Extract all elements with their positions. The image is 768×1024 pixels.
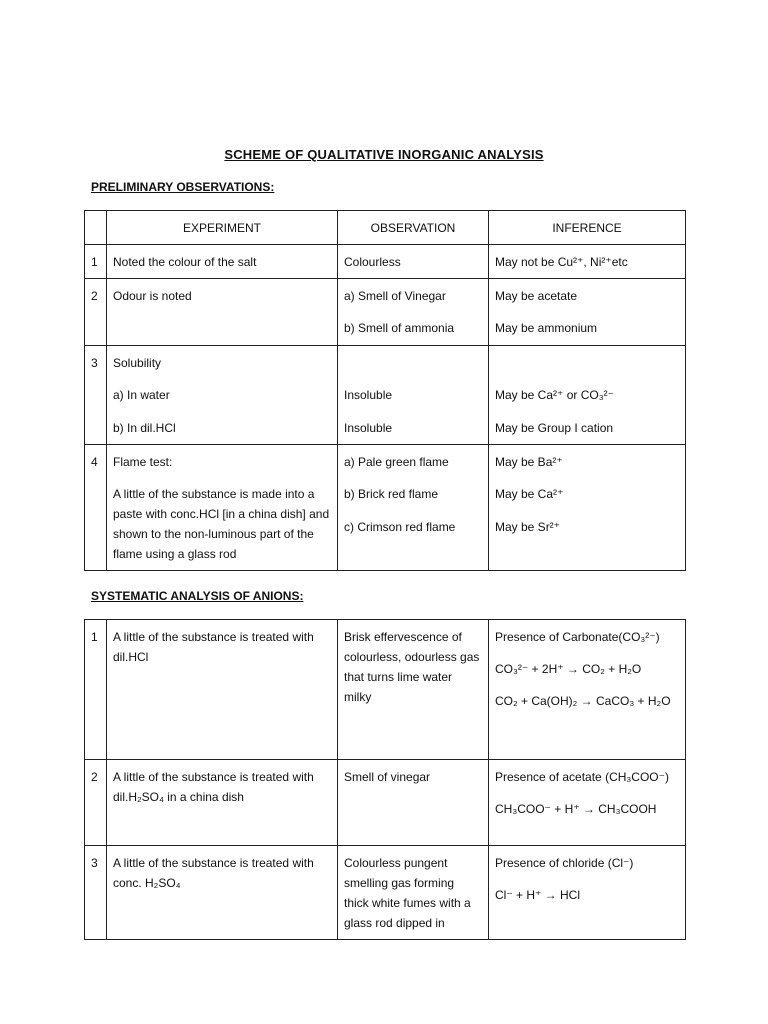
experiment-cell: Odour is noted xyxy=(107,279,338,346)
row-number: 3 xyxy=(85,346,107,445)
experiment-cell: Solubility a) In water b) In dil.HCl xyxy=(107,346,338,445)
inference-cell: May be Ca²⁺ or CO₃²⁻ May be Group I cation xyxy=(489,346,686,445)
experiment-cell: Flame test: A little of the substance is made into a paste with conc.HCl [in a china dish] and shown to the non-luminous part of the flame using a glass rod xyxy=(107,445,338,571)
row-number: 1 xyxy=(85,620,107,760)
experiment-cell: A little of the substance is treated with conc. H₂SO₄ xyxy=(107,846,338,940)
experiment-cell: A little of the substance is treated with dil.H₂SO₄ in a china dish xyxy=(107,760,338,846)
table-row xyxy=(85,245,686,279)
row-number: 2 xyxy=(85,760,107,846)
observation-cell: Insoluble Insoluble xyxy=(338,346,489,445)
row-number: 3 xyxy=(85,846,107,940)
observation-cell: Colourless pungent smelling gas forming thick white fumes with a glass rod dipped in xyxy=(338,846,489,940)
row-number: 1 xyxy=(85,245,107,279)
table-row xyxy=(85,346,686,445)
inference-cell: Presence of chloride (Cl⁻) Cl⁻ + H⁺ → HCl xyxy=(489,846,686,940)
header-inference: INFERENCE xyxy=(489,211,686,245)
table-row xyxy=(85,760,686,846)
observation-cell: Brisk effervescence of colourless, odourless gas that turns lime water milky xyxy=(338,620,489,760)
anions-table xyxy=(84,619,686,940)
inference-cell: May not be Cu²⁺, Ni²⁺etc xyxy=(489,245,686,279)
observation-cell: a) Pale green flame b) Brick red flame c) Crimson red flame xyxy=(338,445,489,571)
experiment-cell: Noted the colour of the salt xyxy=(107,245,338,279)
experiment-cell: A little of the substance is treated with dil.HCl xyxy=(107,620,338,760)
anions-heading: SYSTEMATIC ANALYSIS OF ANIONS: xyxy=(91,589,304,603)
preliminary-heading: PRELIMINARY OBSERVATIONS: xyxy=(91,180,275,194)
inference-cell: Presence of acetate (CH₃COO⁻) CH₃COO⁻ + H⁺ → CH₃COOH xyxy=(489,760,686,846)
table-header-row xyxy=(85,211,686,245)
preliminary-table xyxy=(84,210,686,571)
row-number: 2 xyxy=(85,279,107,346)
inference-cell: Presence of Carbonate(CO₃²⁻) CO₃²⁻ + 2H⁺ → CO₂ + H₂O CO₂ + Ca(OH)₂ → CaCO₃ + H₂O xyxy=(489,620,686,760)
inference-cell: May be acetate May be ammonium xyxy=(489,279,686,346)
inference-cell: May be Ba²⁺ May be Ca²⁺ May be Sr²⁺ xyxy=(489,445,686,571)
header-number xyxy=(85,211,107,245)
table-row xyxy=(85,846,686,940)
observation-cell: Smell of vinegar xyxy=(338,760,489,846)
observation-cell: Colourless xyxy=(338,245,489,279)
table-row xyxy=(85,620,686,760)
table-row xyxy=(85,445,686,571)
observation-cell: a) Smell of Vinegar b) Smell of ammonia xyxy=(338,279,489,346)
table-row xyxy=(85,279,686,346)
row-number: 4 xyxy=(85,445,107,571)
header-experiment: EXPERIMENT xyxy=(107,211,338,245)
header-observation: OBSERVATION xyxy=(338,211,489,245)
document-title: SCHEME OF QUALITATIVE INORGANIC ANALYSIS xyxy=(224,147,544,162)
